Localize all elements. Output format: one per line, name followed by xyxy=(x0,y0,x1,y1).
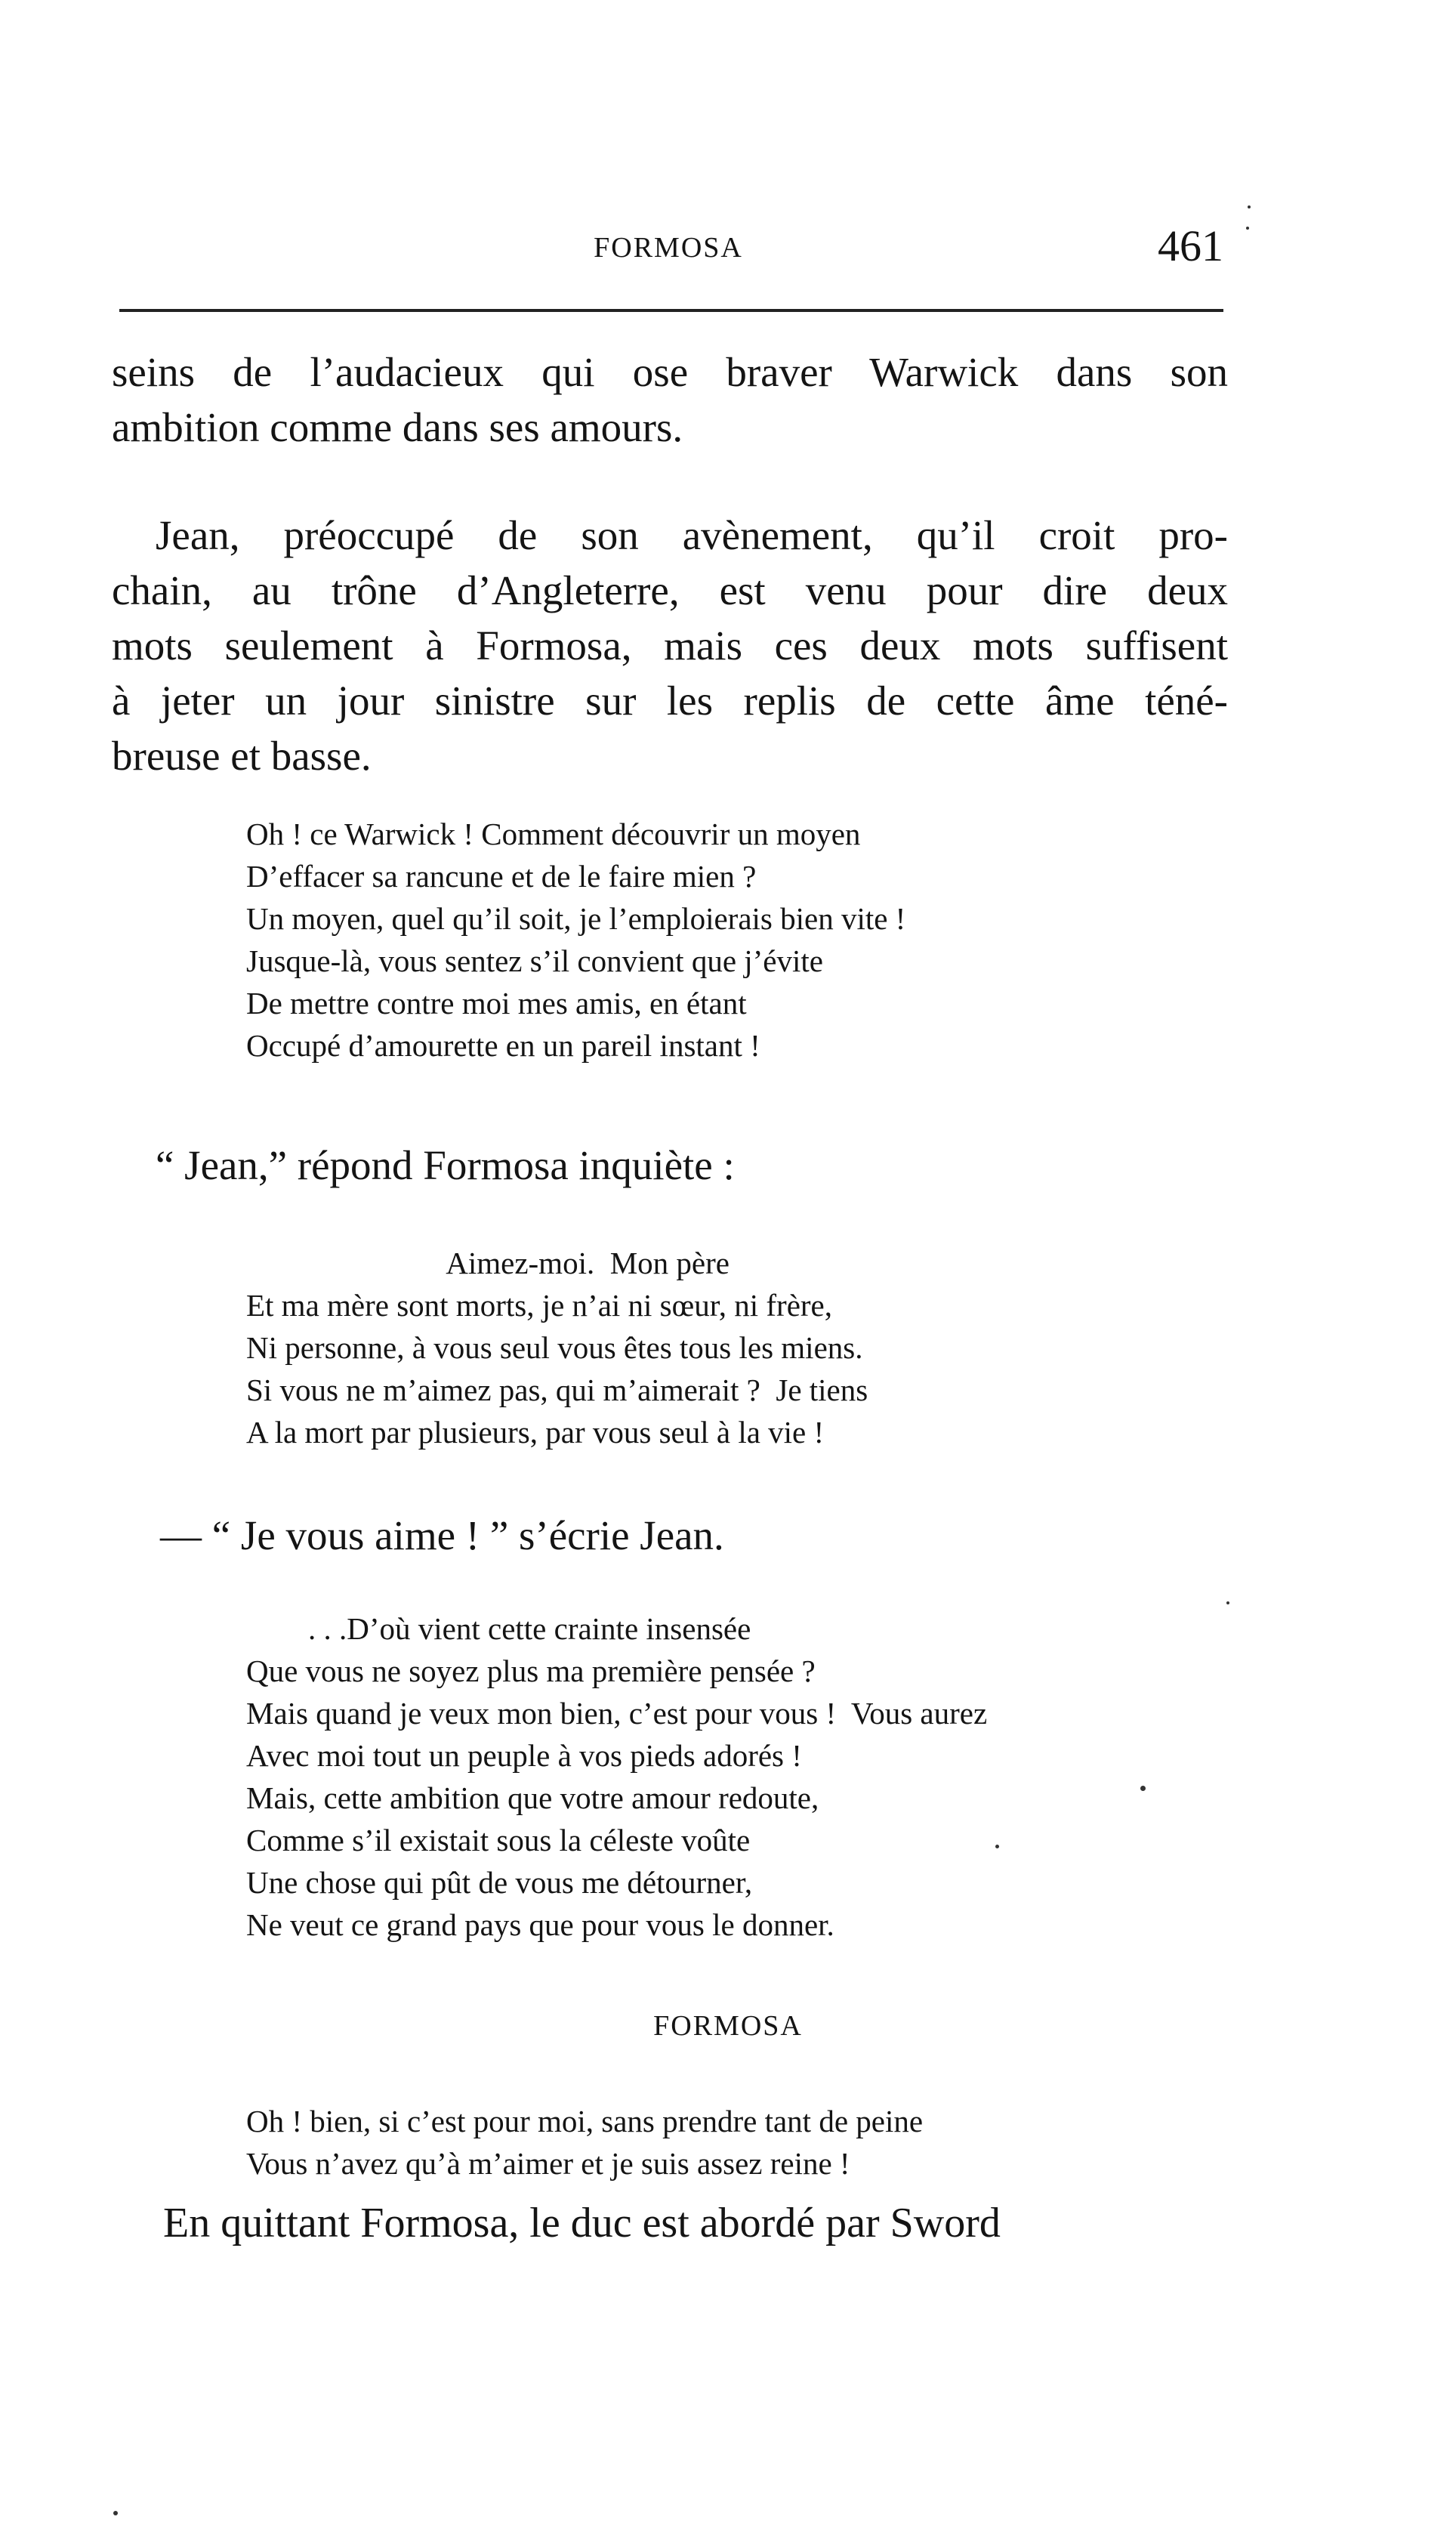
verse-line: Que vous ne soyez plus ma première pensée ? xyxy=(246,1654,816,1688)
verse-block-3 xyxy=(246,1607,987,1946)
verse-block-1 xyxy=(246,813,905,1067)
verse-line: A la mort par plusieurs, par vous seul à la vie ! xyxy=(246,1415,825,1450)
paragraph-1 xyxy=(112,344,1228,455)
header-rule xyxy=(119,309,1223,312)
running-title: FORMOSA xyxy=(594,232,743,264)
verse-line: Oh ! ce Warwick ! Comment découvrir un moyen xyxy=(246,817,861,851)
verse-line: Comme s’il existait sous la céleste voûte xyxy=(246,1823,751,1857)
page-number: 461 xyxy=(1158,221,1223,270)
verse-line: Vous n’avez qu’à m’aimer et je suis assez reine ! xyxy=(246,2146,850,2181)
verse-block-2 xyxy=(246,1242,868,1453)
verse-line: Mais quand je veux mon bien, c’est pour vous ! Vous aurez xyxy=(246,1696,988,1731)
paragraph-line: seins de l’audacieux qui ose braver Warwick dans son xyxy=(112,349,1228,395)
verse-line: De mettre contre moi mes amis, en étant xyxy=(246,986,747,1021)
print-speck xyxy=(995,1845,999,1848)
print-speck xyxy=(1140,1786,1146,1791)
verse-line: Oh ! bien, si c’est pour moi, sans prendre tant de peine xyxy=(246,2104,924,2138)
verse-line: Aimez-moi. Mon père xyxy=(246,1246,730,1280)
verse-line: Occupé d’amourette en un pareil instant ! xyxy=(246,1028,760,1063)
paragraph-line: à jeter un jour sinistre sur les replis de cette âme téné- xyxy=(112,678,1228,724)
verse-line: Un moyen, quel qu’il soit, je l’emploierais bien vite ! xyxy=(246,901,906,936)
verse-line: Ni personne, à vous seul vous êtes tous les miens. xyxy=(246,1330,863,1365)
paragraph-line: Jean, préoccupé de son avènement, qu’il croit pro- xyxy=(156,512,1228,558)
paragraph-line: chain, au trône d’Angleterre, est venu pour dire deux xyxy=(112,567,1228,613)
page-header xyxy=(113,221,1223,273)
verse-block-4 xyxy=(246,2100,923,2185)
verse-line: Jusque-là, vous sentez s’il convient que j’évite xyxy=(246,943,823,978)
verse-line: Et ma mère sont morts, je n’ai ni sœur, ni frère, xyxy=(246,1288,832,1323)
print-speck xyxy=(1248,205,1251,208)
verse-line: Si vous ne m’aimez pas, qui m’aimerait ? Je tiens xyxy=(246,1373,868,1407)
speaker-name: FORMOSA xyxy=(653,2010,803,2042)
paragraph-2 xyxy=(112,508,1228,783)
dialogue-line-1: “ Jean,” répond Formosa inquiète : xyxy=(156,1142,735,1188)
dialogue-line-2: — “ Je vous aime ! ” s’écrie Jean. xyxy=(160,1512,724,1558)
verse-line: Mais, cette ambition que votre amour redoute, xyxy=(246,1780,819,1815)
verse-line: D’effacer sa rancune et de le faire mien ? xyxy=(246,859,757,894)
verse-line: Une chose qui pût de vous me détourner, xyxy=(246,1865,753,1900)
paragraph-line: mots seulement à Formosa, mais ces deux mots suffisent xyxy=(112,622,1228,669)
paragraph-3: En quittant Formosa, le duc est abordé par Sword xyxy=(163,2200,1001,2246)
print-speck xyxy=(113,2511,118,2515)
paragraph-line: ambition comme dans ses amours. xyxy=(112,404,683,450)
verse-line: Avec moi tout un peuple à vos pieds adorés ! xyxy=(246,1738,802,1773)
verse-line: . . .D’où vient cette crainte insensée xyxy=(246,1611,751,1646)
print-speck xyxy=(1246,227,1249,230)
verse-line: Ne veut ce grand pays que pour vous le donner. xyxy=(246,1907,834,1942)
paragraph-line: breuse et basse. xyxy=(112,733,372,779)
print-speck xyxy=(1226,1601,1229,1604)
